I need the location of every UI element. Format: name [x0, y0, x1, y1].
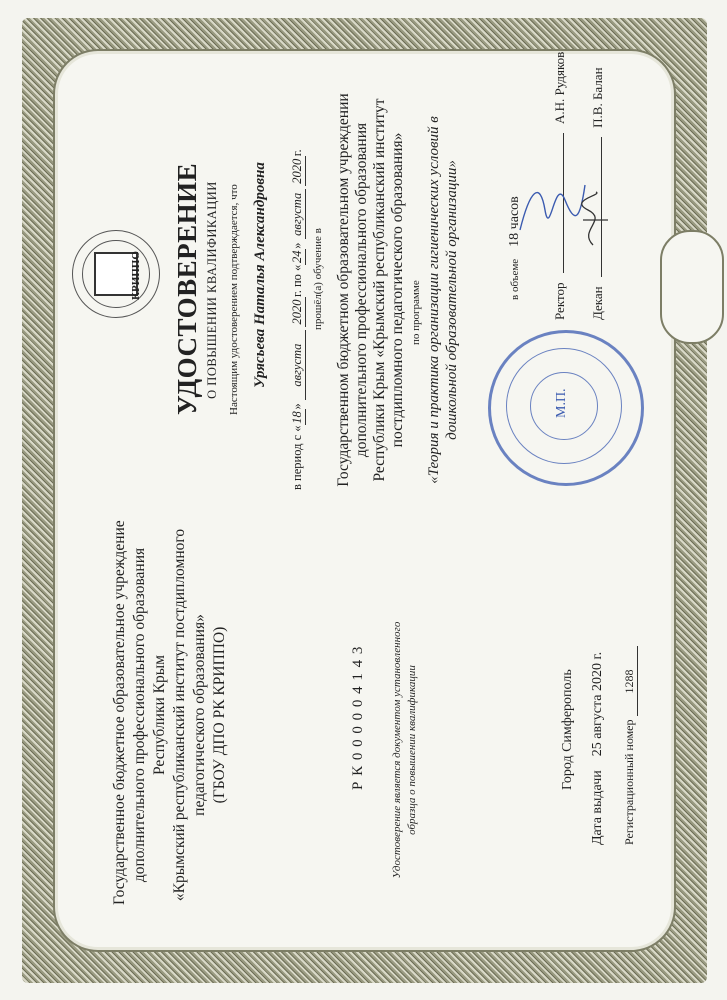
official-seal	[488, 330, 643, 485]
rector-label: Ректор	[552, 282, 567, 320]
document-title: УДОСТОВЕРЕНИЕ	[172, 162, 202, 415]
institution-line: Государственном бюджетном образовательном учреждении	[335, 93, 352, 487]
issuer-block	[110, 520, 230, 905]
institution-line: Республики Крым «Крымский республиканский институт	[371, 98, 388, 482]
validity-line: образца о повышении квалификации	[406, 665, 418, 835]
document-subtitle: О ПОВЫШЕНИИ КВАЛИФИКАЦИИ	[205, 181, 219, 399]
start-year: 2020	[290, 297, 306, 327]
dean-handwritten-signature	[568, 190, 618, 250]
issuer-line: Государственное бюджетное образовательное учреждение	[111, 520, 128, 905]
institution-line: постдипломного педагогического образования»	[389, 132, 406, 448]
passed-training: прошёл(а) обучение в	[312, 228, 324, 330]
rector-name: А.Н. Рудяков	[552, 51, 567, 125]
issue-date-label: Дата выдачи	[590, 770, 605, 845]
program-label: по программе	[410, 280, 422, 345]
registration-number	[622, 646, 638, 845]
issuer-line: Республики Крым	[151, 655, 168, 775]
volume-value: 18 часов	[507, 196, 522, 247]
program-block	[425, 90, 461, 510]
program-line: дошкольной образовательной организации»	[444, 160, 460, 440]
start-day: 18	[290, 411, 304, 424]
end-day: 24	[290, 250, 304, 263]
study-period: в период с «18» августа 2020г. по «24» августа 2020г.	[290, 149, 304, 490]
registration-label: Регистрационный номер	[622, 719, 636, 845]
registration-value: 1288	[622, 646, 638, 716]
issuer-line: дополнительного профессионального образования	[131, 547, 148, 883]
end-year: 2020	[290, 156, 306, 186]
issuer-line: «Крымский республиканский институт постдипломного	[171, 528, 188, 902]
issuer-line: педагогического образования»	[191, 614, 208, 816]
document-intro: Настоящим удостоверением подтверждается, что	[228, 184, 240, 415]
program-line: «Теория и практика организации гигиенических условий в	[426, 116, 442, 484]
institution-line: дополнительного профессионального образования	[353, 122, 370, 458]
institution-block	[335, 80, 407, 500]
dean-name: П.В. Балан	[590, 67, 605, 128]
volume-label: в объеме	[509, 258, 521, 300]
issue-date-value: 25 августа 2020 г.	[590, 651, 605, 757]
city: Город Симферополь	[560, 669, 575, 790]
frame-tab-right	[660, 230, 724, 344]
validity-note	[390, 600, 420, 900]
end-month: августа	[290, 189, 306, 239]
stamp-mark: М.П.	[554, 388, 569, 418]
serial-number: Р К 0 0 0 0 0 4 1 4 3	[350, 645, 366, 790]
kripro-logo	[72, 230, 162, 320]
logo-text: КРИППО	[130, 251, 142, 300]
holder-name: Урясьева Наталья Александровна	[252, 162, 268, 388]
validity-line: Удостоверение является документом установленного	[391, 621, 403, 879]
dean-label: Декан	[590, 286, 605, 320]
start-month: августа	[290, 330, 306, 400]
issuer-line: (ГБОУ ДПО РК КРИППО)	[211, 626, 228, 804]
issue-date	[590, 652, 606, 845]
